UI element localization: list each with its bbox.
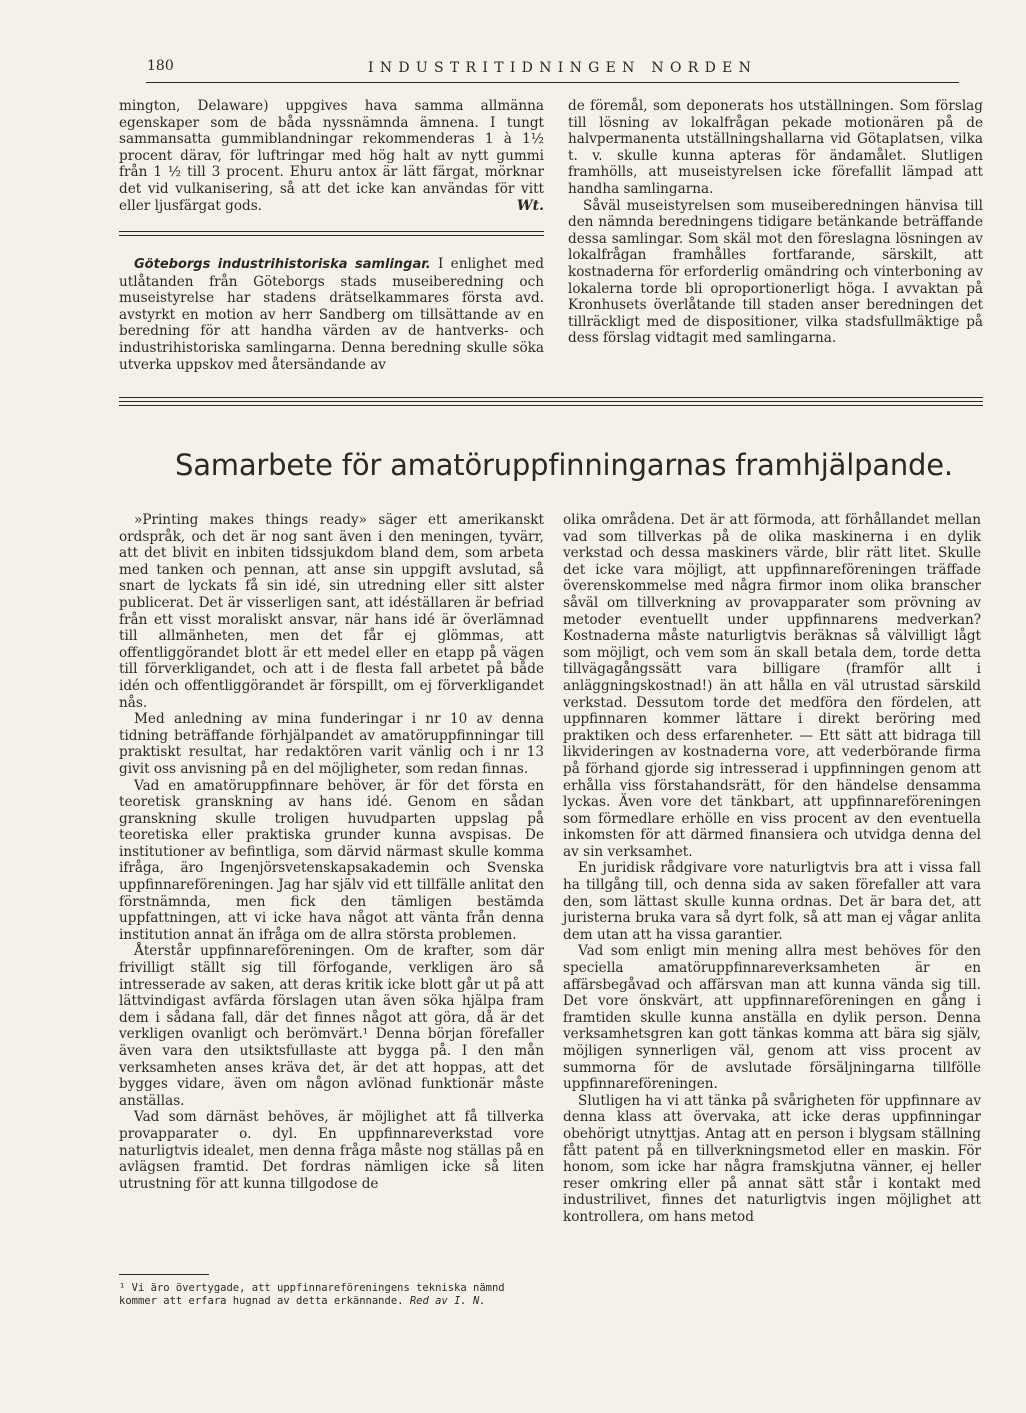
article-left-column <box>119 512 544 1192</box>
article-right-column <box>563 512 981 1226</box>
article-separator-thin <box>119 405 983 406</box>
article-paragraph: Vad som enligt min mening allra mest behöves för den speciella amatöruppfinnareverksamheten är en affärsbegåvad och affärsvan man att kunna vända sig till. Det vore önskvärt, att uppfinnareföreningen en gång i framtiden skulle kunna anställa en dylik person. Denna verksamhetsgren kan gott tänkas komma att bära sig själv, möjligen synnerligen väl, genom att viss procent av summorna för de avslutade försäljningarna tillfölle uppfinnareföreningen. <box>563 943 981 1093</box>
footnote-signature: Red av I. N. <box>409 1295 486 1307</box>
article-paragraph: Vad som därnäst behöves, är möjlighet att få tillverka provapparater o. dyl. En uppfinnareverkstad vore naturligtvis idealet, men denna fråga måste nog ställas på en avlägsen framtid. Det fordras nämligen icke så liten utrustning för att kunna tillgodose de <box>119 1109 544 1192</box>
footnote-text: ¹ Vi äro övertygade, att uppfinnareföreningens tekniska nämnd kommer att erfara hugnad av detta erkännande. <box>119 1282 505 1307</box>
journal-title: INDUSTRITIDNINGEN NORDEN <box>368 60 758 76</box>
page-number: 180 <box>147 58 174 74</box>
antox-paragraph <box>119 98 544 214</box>
goteborg-heading: Göteborgs industrihistoriska samlingar. <box>134 257 431 272</box>
top-left-column <box>119 98 544 214</box>
article-title: Samarbete för amatöruppfinningarnas framhjälpande. <box>175 448 953 482</box>
goteborg-continuation-1: de föremål, som deponerats hos utställningen. Som förslag till lösning av lokalfrågan pekade motionären på de halvpermanenta utställningshallarna vid Götaplatsen, vilka t. v. skulle kunna apteras för ändamålet. Slutligen framhölls, att museistyrelsen icke förefallit lämpad att handha samlingarna. <box>568 98 983 197</box>
header-rule <box>146 82 959 83</box>
footnote <box>119 1282 544 1308</box>
section-separator <box>119 231 544 236</box>
goteborg-notice <box>119 256 544 373</box>
article-paragraph: olika områdena. Det är att förmoda, att förhållandet mellan vad som tillverkas på de olika maskinerna i en dylik verkstad och dessa maskiners värde, blir rätt litet. Skulle det icke vara möjligt, att uppfinnareföreningen träffade överenskommelse med några firmor inom olika branscher såväl om tillverkning av provapparater som prövning av metoder eventuellt under uppfinnarens medverkan? Kostnaderna måste naturligtvis beräknas så välvilligt lågt som möjligt, och vem som än skall betala dem, torde detta tillvägagångssätt vara billigare (framför allt i anläggningskostnad!) än att hålla en väl utrustad särskild verkstad. Dessutom torde det medföra den fördelen, att uppfinnaren kommer lättare i direkt beröring med praktiken och dess erfarenheter. — Ett sätt att bidraga till likvideringen av kostnaderna vore, att vederbörande firma på förhand gjorde sig intresserad i uppfinningen genom att erhålla viss förstahandsrätt, för den händelse densamma lyckas. Även vore det tänkbart, att uppfinnareföreningen som förmedlare erhölle en viss procent av den eventuella inkomsten för att därmed finansiera och utvidga denna del av sin verksamhet. <box>563 512 981 860</box>
goteborg-continuation-2: Såväl museistyrelsen som museiberedningen hänvisa till den nämnda beredningens tidigare betänkande beträffande dessa samlingar. Som skäl mot den föreslagna lösningen av lokalfrågan framhålles fortfarande, särskilt, att kostnaderna för erforderlig omändring och vinterboning av lokalerna torde bli oproportionerligt höga. I avvaktan på Kronhusets överlåtande till staden anser beredningen det tillräckligt med de dispositioner, vilka stadsfullmäktige på dess förslag vidtagit med samlingarna. <box>568 197 983 347</box>
article-paragraph: Vad en amatöruppfinnare behöver, är för det första en teoretisk granskning av hans idé. Genom en sådan granskning skulle troligen huvudparten uppslag på teoretiska eller praktiska grunder kunna avspisas. De institutioner av befintliga, som därvid närmast skulle komma ifråga, äro Ingenjörsvetenskapsakademin och Svenska uppfinnareföreningen. Jag har själv vid ett tillfälle anlitat den förstnämnda, men fick den tämligen bestämda uppfattningen, att vi icke hava något att vänta från denna institution annat än ifråga om de allra största problemen. <box>119 777 544 943</box>
author-signature: Wt. <box>516 197 544 214</box>
goteborg-text: I enlighet med utlåtanden från Göteborgs stads museiberedning och museistyrelse har stadens drätselkammares första avd. avstyrkt en motion av herr Sandberg om tillsättande av en beredning för att handha värden av de hantverks- och industrihistoriska samlingarna. Denna beredning skulle söka utverka uppskov med återsändande av <box>119 256 544 373</box>
antox-text: mington, Delaware) uppgives hava samma allmänna egenskaper som de båda nyssnämnda ämnena. I tungt sammansatta gummiblandningar rekommenderas 1 à 1½ procent därav, för luftringar med hög halt av nytt gummi från 1 ½ till 3 procent. Ehuru antox är lätt färgat, mörknar det vid vulkanisering, så att det icke kan användas för vitt eller ljusfärgat gods. <box>119 98 544 214</box>
footnote-rule <box>119 1274 209 1275</box>
article-paragraph: Återstår uppfinnareföreningen. Om de krafter, som där frivilligt ställt sig till förfogande, verkligen äro så intresserade av saken, att deras kritik icke blott går ut på att lättvindigast avfärda förslagen utan även söka hjälpa fram dem i sådana fall, där det finnes något att göra, då är det verkligen ovanligt och berömvärt.¹ Denna början förefaller även vara den utsiktsfullaste att bygga på. I den mån verksamheten anses kräva det, är det att hoppas, att det bygges vidare, även om någon avlönad funktionär måste anställas. <box>119 943 544 1109</box>
article-paragraph: En juridisk rådgivare vore naturligtvis bra att i vissa fall ha tillgång till, och denna sida av saken förefaller att vara den, som lättast skulle kunna ordnas. Det är bara det, att juristerna bruka vara så dyrt folk, så att man ej vågar anlita dem utan att ha vissa garantier. <box>563 860 981 943</box>
goteborg-paragraph <box>119 256 544 373</box>
article-paragraph: »Printing makes things ready» säger ett amerikanskt ordspråk, och det är nog sant även i den meningen, tyvärr, att det blivit en inbiten tidssjukdom bland dem, som arbeta med tanken och pennan, att anse sin uppgift avslutad, så snart de lyckats få sin idé, sin utredning eller sitt alster publicerat. Det är visserligen sant, att idéställaren är befriad från ett visst moraliskt ansvar, när hans idé är överlämnad till allmänheten, men det får ej glömmas, att offentliggörandet blott är ett medel eller en etapp på vägen till förverkligandet, och att i de flesta fall arbetet på både idén och offentliggörandet är förspillt, om ej förverkligandet nås. <box>119 512 544 711</box>
article-paragraph: Med anledning av mina funderingar i nr 10 av denna tidning beträffande förhjälpandet av amatöruppfinningar till praktiskt resultat, har redaktören varit vänlig och i nr 13 givit oss anvisning på en del möjligheter, som redan finnas. <box>119 711 544 777</box>
top-right-column <box>568 98 983 347</box>
article-paragraph: Slutligen ha vi att tänka på svårigheten för uppfinnare av denna klass att övervaka, att icke deras uppfinningar obehörigt utnyttjas. Antag att en person i blygsam ställning fått patent på en tillverkningsmetod eller en maskin. För honom, som icke har några framskjutna vänner, ej heller reser omkring eller på annat sätt står i kontakt med industrilivet, finnes det naturligtvis ingen möjlighet att kontrollera, om hans metod <box>563 1092 981 1225</box>
article-separator <box>119 397 983 402</box>
